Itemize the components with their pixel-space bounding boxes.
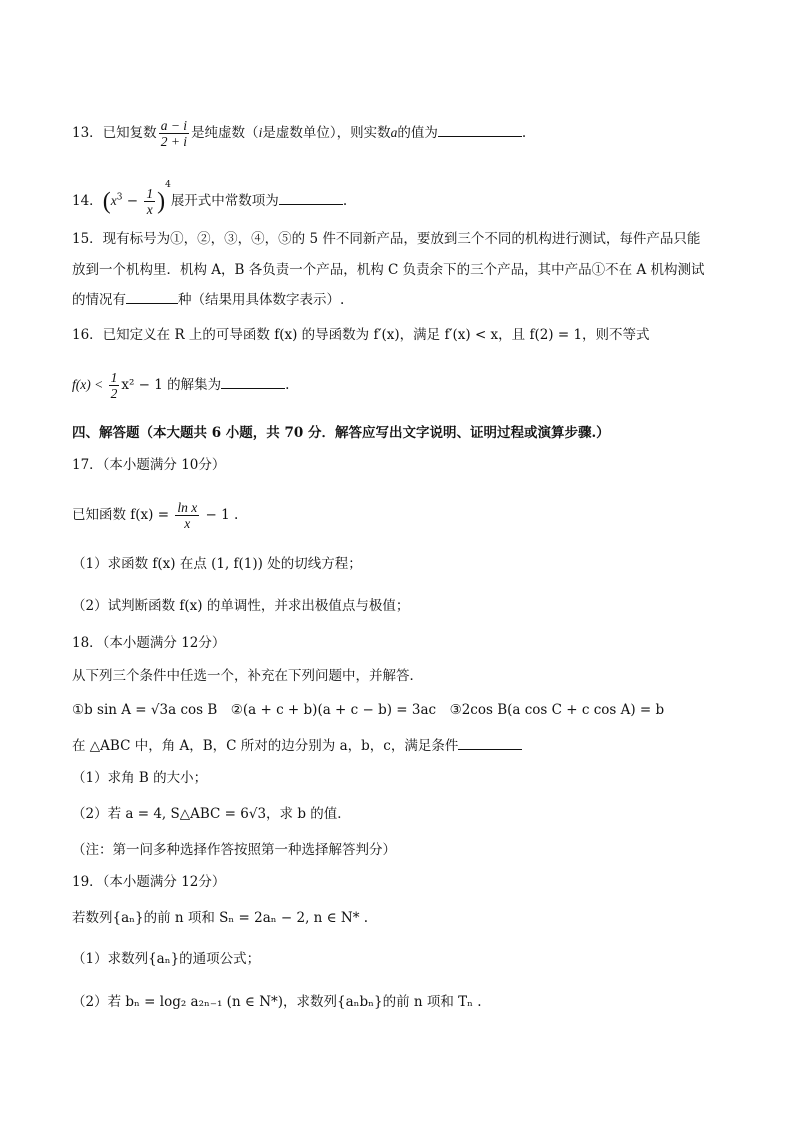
question-18-head: 18．（本小题满分 12分）	[72, 635, 226, 651]
question-13: 13．已知复数 $\frac{a - i}{2 + i}$ 是纯虚数（i是虚数单位），则实数a的值为 .	[72, 118, 527, 149]
question-14: 14．($x^3$ − $\frac{1}{x}$ )$^4$展开式中常数项为 .	[72, 180, 348, 217]
question-16-line-2: f(x) < $\frac{1}{2}$ x² − 1 的解集为 .	[72, 370, 290, 401]
question-18-stem: 在 △ABC 中，角 A，B，C 所对的边分别为 a，b，c，满足条件	[72, 737, 522, 755]
question-19-head: 19．（本小题满分 12分）	[72, 874, 226, 890]
answer-blank-14[interactable]	[279, 192, 343, 205]
question-15-line-1: 15．现有标号为①，②，③，④，⑤的 5 件不同新产品，要放到三个不同的机构进行测试，每件产品只能	[72, 231, 701, 247]
answer-blank-13[interactable]	[438, 124, 522, 137]
complex-fraction: $\frac{a - i}{2 + i}$	[160, 118, 188, 149]
question-18-part-2: （2）若 a = 4, S△ABC = 6√3，求 b 的值．	[72, 806, 351, 822]
question-17-stem: 已知函数 f(x) = $\frac{\text{ln x}}{x}$ − 1 .	[72, 500, 239, 531]
question-19-stem: 若数列{aₙ}的前 n 项和 Sₙ = 2aₙ − 2, n ∈ N* .	[72, 910, 369, 926]
question-18-note: （注：第一问多种选择作答按照第一种选择解答判分）	[72, 842, 396, 858]
question-15-line-3: 的情况有 种（结果用具体数字表示）.	[72, 292, 345, 308]
question-18-conditions: ①b sin A = √3a cos B ②(a + c + b)(a + c − b) = 3ac ③2cos B(a cos C + c cos A) = b	[72, 702, 665, 718]
question-15-line-2: 放到一个机构里．机构 A，B 各负责一个产品，机构 C 负责余下的三个产品，其中产品①不在 A 机构测试	[72, 262, 705, 278]
question-17-part-1: （1）求函数 f(x) 在点 (1, f(1)) 处的切线方程；	[72, 556, 362, 572]
question-19-part-2: （2）若 bₙ = log₂ a₂ₙ₋₁ (n ∈ N*)，求数列{aₙbₙ}的前 n 项和 Tₙ .	[72, 994, 482, 1010]
question-19-part-1: （1）求数列{aₙ}的通项公式；	[72, 951, 261, 967]
question-18-intro: 从下列三个条件中任选一个，补充在下列问题中，并解答．	[72, 668, 423, 684]
answer-blank-16[interactable]	[221, 376, 285, 389]
question-17-part-2: （2）试判断函数 f(x) 的单调性，并求出极值点与极值；	[72, 598, 410, 614]
answer-blank-18[interactable]	[458, 737, 522, 750]
question-16-line-1: 16．已知定义在 R 上的可导函数 f(x) 的导函数为 f′(x)，满足 f′(x) < x，且 f(2) = 1，则不等式	[72, 327, 650, 343]
section-heading: 四、解答题（本大题共 6 小题，共 70 分．解答应写出文字说明、证明过程或演算步骤.）	[72, 425, 610, 441]
question-18-part-1: （1）求角 B 的大小；	[72, 770, 208, 786]
question-17-head: 17．（本小题满分 10分）	[72, 457, 226, 473]
answer-blank-15[interactable]	[126, 291, 178, 304]
